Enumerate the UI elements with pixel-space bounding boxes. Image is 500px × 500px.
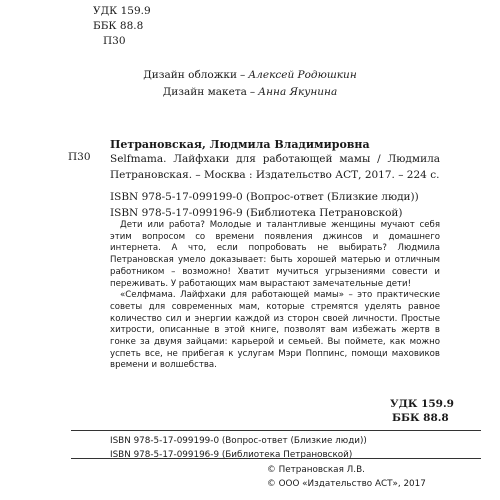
copyright-line: © Петрановская Л.В. bbox=[267, 465, 365, 475]
udk-code: УДК 159.9 bbox=[390, 398, 454, 410]
author-sign-code: П30 bbox=[103, 35, 126, 47]
design-credits bbox=[0, 67, 500, 101]
layout-design-credit bbox=[0, 84, 500, 101]
copyright-notices bbox=[267, 463, 426, 491]
bbk-code: ББК 88.8 bbox=[392, 412, 449, 424]
author-heading: Петрановская, Людмила Владимировна bbox=[110, 138, 370, 151]
layout-design-role: Дизайн макета bbox=[162, 86, 247, 98]
bbk-code: ББК 88.8 bbox=[93, 20, 144, 32]
isbn-list bbox=[110, 189, 419, 221]
cover-design-role: Дизайн обложки bbox=[143, 69, 237, 81]
author-sign-code-left: П30 bbox=[68, 151, 91, 163]
annotation bbox=[110, 220, 440, 372]
divider-line bbox=[71, 430, 481, 431]
layout-designer-name: Анна Якунина bbox=[258, 86, 338, 98]
annotation-paragraph: Дети или работа? Молодые и талантливые женщины мучают себя этим вопросом со времени появления джинсов и домашнего интернета. А что, если попробовать не выбирать? Людмила Петрановская умело доказывает: быть хорошей матерью и отличным работником – возможно! Хватит мучиться угрызениями совести и переживать. У работающих мам вырастают замечательные дети! bbox=[110, 220, 440, 289]
cover-designer-name: Алексей Родюшкин bbox=[248, 69, 357, 81]
annotation-paragraph: «Селфмама. Лайфхаки для работающей мамы» – это практические советы для современных мам, которые стремятся уделять равное количество сил и энергии каждой из сторон своей личности. Простые хитрости, описанные в этой книге, позволят вам избежать жертв в гонке за двумя зайцами: карьерой и семьей. Вы поймете, как можно успеть все, не прибегая к услугам Мэри Поппинс, помощи маховиков времени и волшебства. bbox=[110, 290, 440, 371]
catalog-codes-bottom bbox=[390, 397, 454, 425]
copyright-line: © ООО «Издательство АСТ», 2017 bbox=[267, 479, 426, 489]
isbn-line: ISBN 978-5-17-099199-0 (Вопрос-ответ (Близкие люди)) bbox=[110, 191, 419, 203]
credit-separator: – bbox=[239, 69, 246, 81]
catalog-codes-top bbox=[93, 4, 151, 49]
isbn-line: ISBN 978-5-17-099196-9 (Библиотека Петрановской) bbox=[110, 450, 353, 460]
cover-design-credit bbox=[0, 67, 500, 84]
divider-line bbox=[71, 458, 481, 459]
udk-code: УДК 159.9 bbox=[93, 5, 151, 17]
credit-separator: – bbox=[249, 86, 256, 98]
isbn-line: ISBN 978-5-17-099199-0 (Вопрос-ответ (Близкие люди)) bbox=[110, 436, 367, 446]
bibliographic-description: Selfmama. Лайфхаки для работающей мамы / Людмила Петрановская. – Москва : Издательство АСТ, 2017. – 224 с. bbox=[110, 153, 440, 181]
isbn-line: ISBN 978-5-17-099196-9 (Библиотека Петрановской) bbox=[110, 207, 403, 219]
